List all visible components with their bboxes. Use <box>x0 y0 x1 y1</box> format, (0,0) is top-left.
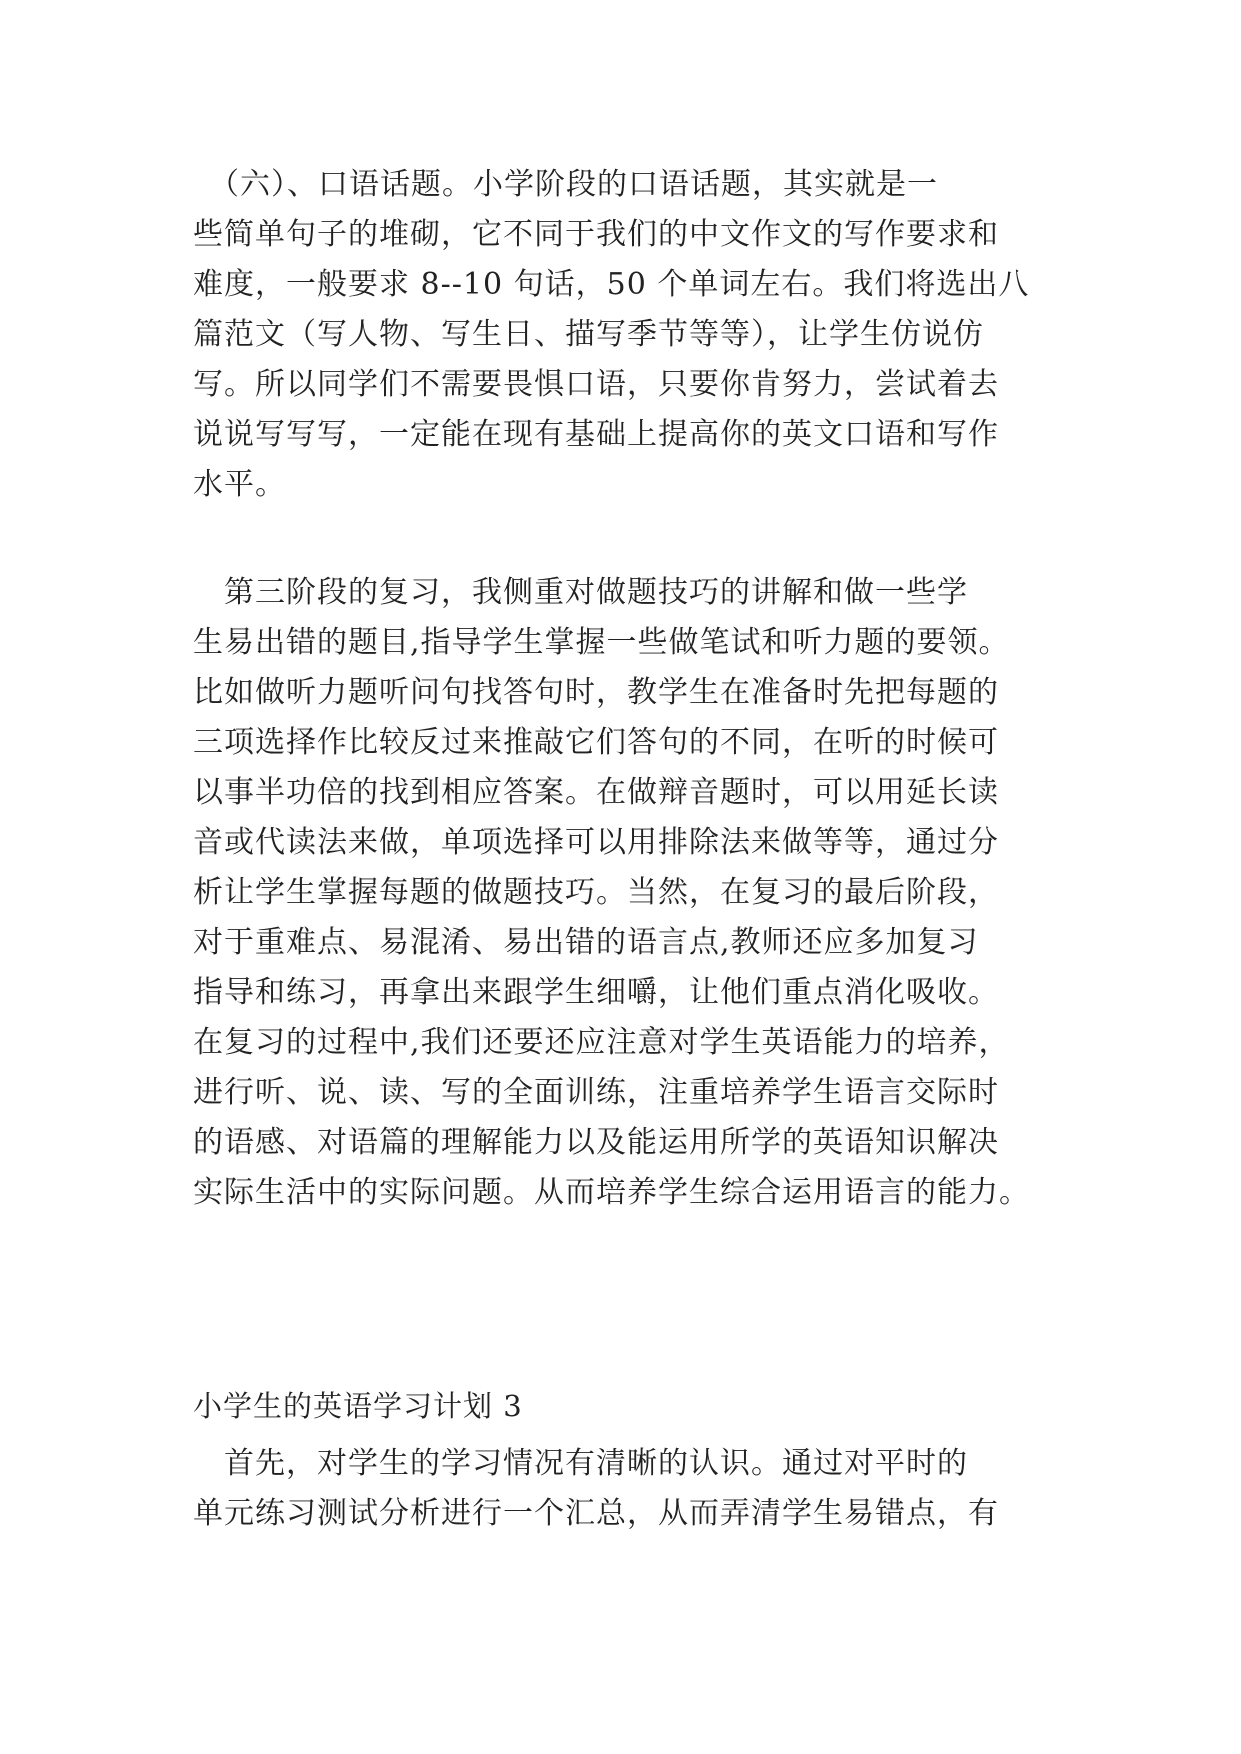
text-line: 水平。 <box>193 467 286 502</box>
text-line: 第三阶段的复习，我侧重对做题技巧的讲解和做一些学 <box>193 575 968 610</box>
text-line: 实际生活中的实际问题。从而培养学生综合运用语言的能力。 <box>193 1175 1030 1210</box>
text-line: 在复习的过程中,我们还要还应注意对学生英语能力的培养， <box>193 1025 1010 1060</box>
section-heading: 小学生的英语学习计划 3 <box>193 1389 523 1423</box>
text-line: 以事半功倍的找到相应答案。在做辩音题时，可以用延长读 <box>193 775 999 810</box>
text-line: 三项选择作比较反过来推敲它们答句的不同，在听的时候可 <box>193 725 999 760</box>
text-line: 单元练习测试分析进行一个汇总，从而弄清学生易错点，有 <box>193 1496 999 1531</box>
text-line: 写。所以同学们不需要畏惧口语，只要你肯努力，尝试着去 <box>193 367 999 402</box>
text-line: 指导和练习，再拿出来跟学生细嚼，让他们重点消化吸收。 <box>193 975 999 1010</box>
text-line: 难度，一般要求 8--10 句话，50 个单词左右。我们将选出八 <box>193 267 1030 302</box>
text-line: 析让学生掌握每题的做题技巧。当然，在复习的最后阶段， <box>193 875 999 910</box>
text-line: 首先，对学生的学习情况有清晰的认识。通过对平时的 <box>193 1446 968 1481</box>
paragraph-third-stage-review <box>193 568 1063 1218</box>
text-line: 说说写写写，一定能在现有基础上提高你的英文口语和写作 <box>193 417 999 452</box>
paragraph-first-step <box>193 1439 1063 1539</box>
text-line: 生易出错的题目,指导学生掌握一些做笔试和听力题的要领。 <box>193 625 1010 660</box>
text-line: 进行听、说、读、写的全面训练，注重培养学生语言交际时 <box>193 1075 999 1110</box>
text-line: （六）、口语话题。小学阶段的口语话题，其实就是一 <box>193 167 938 202</box>
text-line: 对于重难点、易混淆、易出错的语言点,教师还应多加复习 <box>193 925 979 960</box>
text-line: 比如做听力题听问句找答句时，教学生在准备时先把每题的 <box>193 675 999 710</box>
text-line: 篇范文（写人物、写生日、描写季节等等），让学生仿说仿 <box>193 317 984 352</box>
paragraph-oral-topics <box>193 160 1063 510</box>
text-line: 音或代读法来做，单项选择可以用排除法来做等等，通过分 <box>193 825 999 860</box>
text-line: 些简单句子的堆砌，它不同于我们的中文作文的写作要求和 <box>193 217 999 252</box>
text-line: 的语感、对语篇的理解能力以及能运用所学的英语知识解决 <box>193 1125 999 1160</box>
